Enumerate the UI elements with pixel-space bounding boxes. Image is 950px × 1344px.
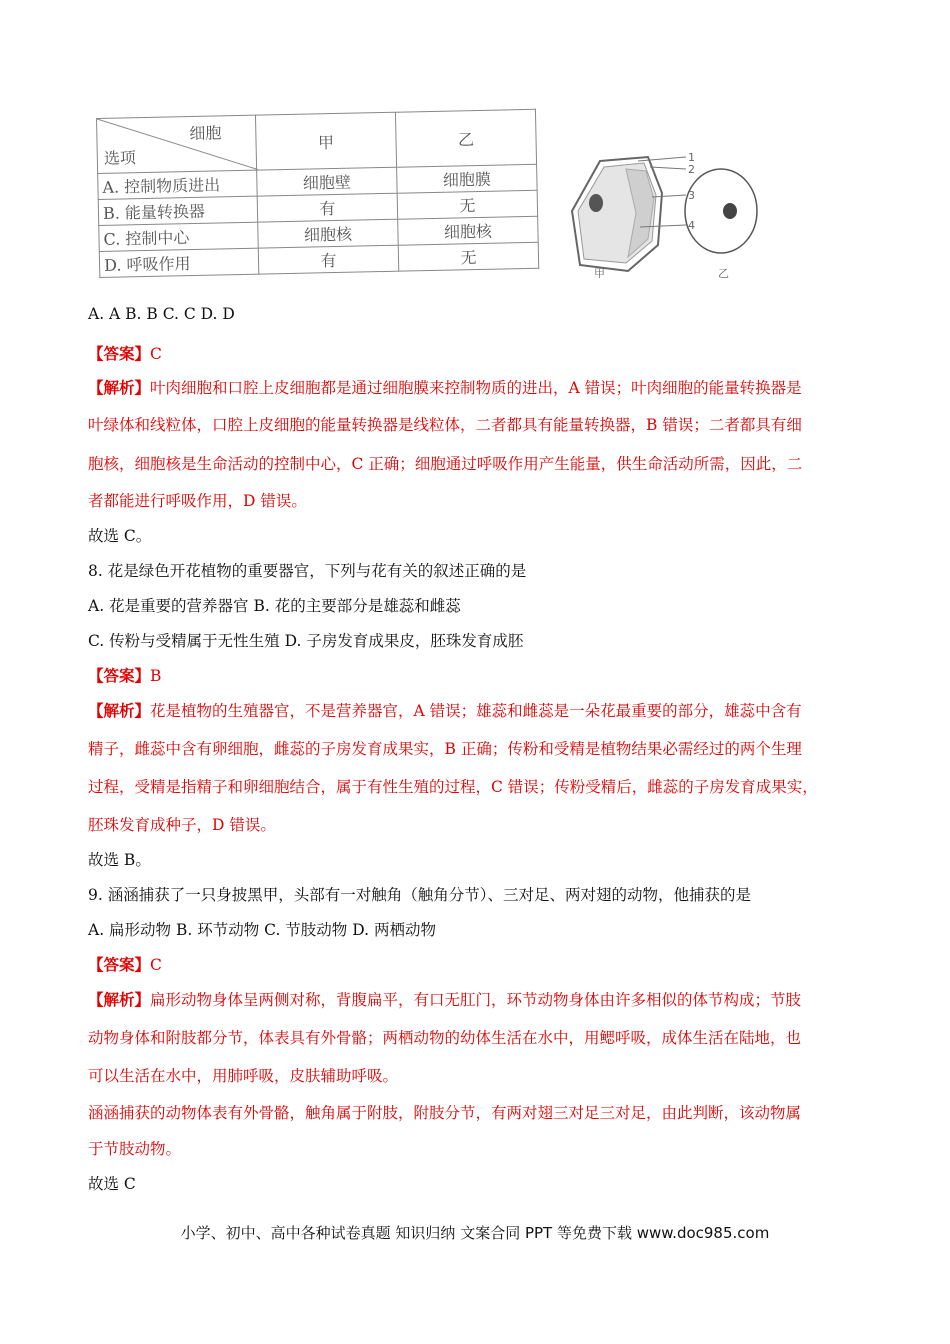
q7-conclusion: 故选 C。	[88, 527, 152, 545]
q7-analysis-line: 叶绿体和线粒体，口腔上皮细胞的能量转换器是线粒体，二者都具有能量转换器，B 错误；二者都具有细	[88, 416, 802, 434]
q8-analysis-line	[88, 699, 802, 721]
analysis-tag: 【解析】	[88, 701, 151, 720]
q8-answer	[88, 664, 161, 686]
q9-analysis-line: 动物身体和附肢都分节，体表具有外骨骼；两栖动物的幼体生活在水中，用鳃呼吸，成体生活在陆地，也	[88, 1029, 802, 1047]
cell-value: 无	[397, 190, 538, 219]
q9-stem: 9. 涵涵捕获了一只身披黑甲，头部有一对触角（触角分节）、三对足、两对翅的动物，他捕获的是	[88, 886, 751, 904]
analysis-tag: 【解析】	[88, 378, 151, 397]
q7-analysis-line: 者都能进行呼吸作用，D 错误。	[88, 492, 307, 510]
q9-analysis-line: 于节肢动物。	[88, 1140, 182, 1158]
column-header-yi: 乙	[395, 109, 536, 167]
comparison-table	[96, 109, 539, 278]
figure-label-3: 3	[688, 189, 695, 202]
answer-tag: 【答案】	[88, 344, 151, 363]
answer-value: C	[150, 956, 162, 974]
answer-value: C	[150, 345, 162, 363]
analysis-text: 扁形动物身体呈两侧对称，背腹扁平，有口无肛门，环节动物身体由许多相似的体节构成；节肢	[150, 991, 802, 1009]
header-option-label: 选项	[103, 148, 137, 168]
answer-value: B	[150, 667, 162, 685]
cell-value: 细胞壁	[257, 167, 398, 196]
q8-options: A. 花是重要的营养器官 B. 花的主要部分是雄蕊和雌蕊	[88, 597, 461, 615]
row-label: D. 呼吸作用	[99, 248, 259, 277]
figure-label-1: 1	[688, 153, 695, 164]
q8-analysis-line: 胚珠发育成种子，D 错误。	[88, 816, 276, 834]
cell-value: 细胞膜	[397, 164, 538, 193]
analysis-tag: 【解析】	[88, 990, 151, 1009]
cell-value: 有	[257, 193, 398, 222]
q8-conclusion: 故选 B。	[88, 851, 151, 869]
figure-caption-yi: 乙	[718, 267, 729, 278]
figure-label-4: 4	[688, 219, 695, 232]
q9-analysis-line: 可以生活在水中，用肺呼吸，皮肤辅助呼吸。	[88, 1067, 399, 1085]
q7-analysis-line: 胞核，细胞核是生命活动的控制中心，C 正确；细胞通过呼吸作用产生能量，供生命活动所需，因此，二	[88, 455, 803, 473]
row-label: C. 控制中心	[99, 222, 259, 251]
q7-options: A. A B. B C. C D. D	[88, 305, 235, 323]
q7-answer	[88, 342, 162, 364]
q9-answer	[88, 953, 162, 975]
plant-cell-jia	[572, 157, 662, 271]
q8-analysis-line: 过程，受精是指精子和卵细胞结合，属于有性生殖的过程，C 错误；传粉受精后，雌蕊的子房发育成果实，	[88, 778, 818, 796]
cell-value: 有	[258, 245, 399, 274]
analysis-text: 花是植物的生殖器官，不是营养器官，A 错误；雄蕊和雌蕊是一朵花最重要的部分，雄蕊中含有	[150, 702, 802, 720]
answer-tag: 【答案】	[88, 666, 151, 685]
cell-diagram	[566, 153, 766, 278]
q8-stem: 8. 花是绿色开花植物的重要器官，下列与花有关的叙述正确的是	[88, 562, 527, 580]
figure-caption-jia: 甲	[594, 267, 605, 278]
cell-value: 细胞核	[398, 216, 539, 245]
q8-options: C. 传粉与受精属于无性生殖 D. 子房发育成果皮，胚珠发育成胚	[88, 632, 524, 650]
q8-analysis-line: 精子，雌蕊中含有卵细胞，雌蕊的子房发育成果实，B 正确；传粉和受精是植物结果必需经过的两个生理	[88, 740, 802, 758]
cell-value: 细胞核	[258, 219, 399, 248]
column-header-jia: 甲	[255, 112, 396, 170]
cell-value: 无	[398, 242, 539, 271]
animal-cell-yi	[685, 169, 757, 253]
answer-tag: 【答案】	[88, 955, 151, 974]
header-cell-label: 细胞	[189, 123, 222, 144]
q9-options: A. 扁形动物 B. 环节动物 C. 节肢动物 D. 两栖动物	[88, 921, 436, 939]
analysis-text: 叶肉细胞和口腔上皮细胞都是通过细胞膜来控制物质的进出，A 错误；叶肉细胞的能量转换器是	[150, 379, 802, 397]
q9-analysis-line: 涵涵捕获的动物体表有外骨骼，触角属于附肢，附肢分节，有两对翅三对足三对足，由此判断，该动物属	[88, 1104, 802, 1122]
page-footer: 小学、初中、高中各种试卷真题 知识归纳 文案合同 PPT 等免费下载 www.doc985.com	[180, 1224, 770, 1242]
figure-label-2: 2	[688, 163, 695, 176]
question-figure	[96, 118, 776, 293]
diagonal-header-cell	[97, 115, 257, 173]
q9-analysis-line	[88, 988, 801, 1010]
row-label: A. 控制物质进出	[98, 170, 258, 199]
row-label: B. 能量转换器	[98, 196, 258, 225]
q9-conclusion: 故选 C	[88, 1175, 136, 1193]
q7-analysis-line	[88, 376, 802, 398]
